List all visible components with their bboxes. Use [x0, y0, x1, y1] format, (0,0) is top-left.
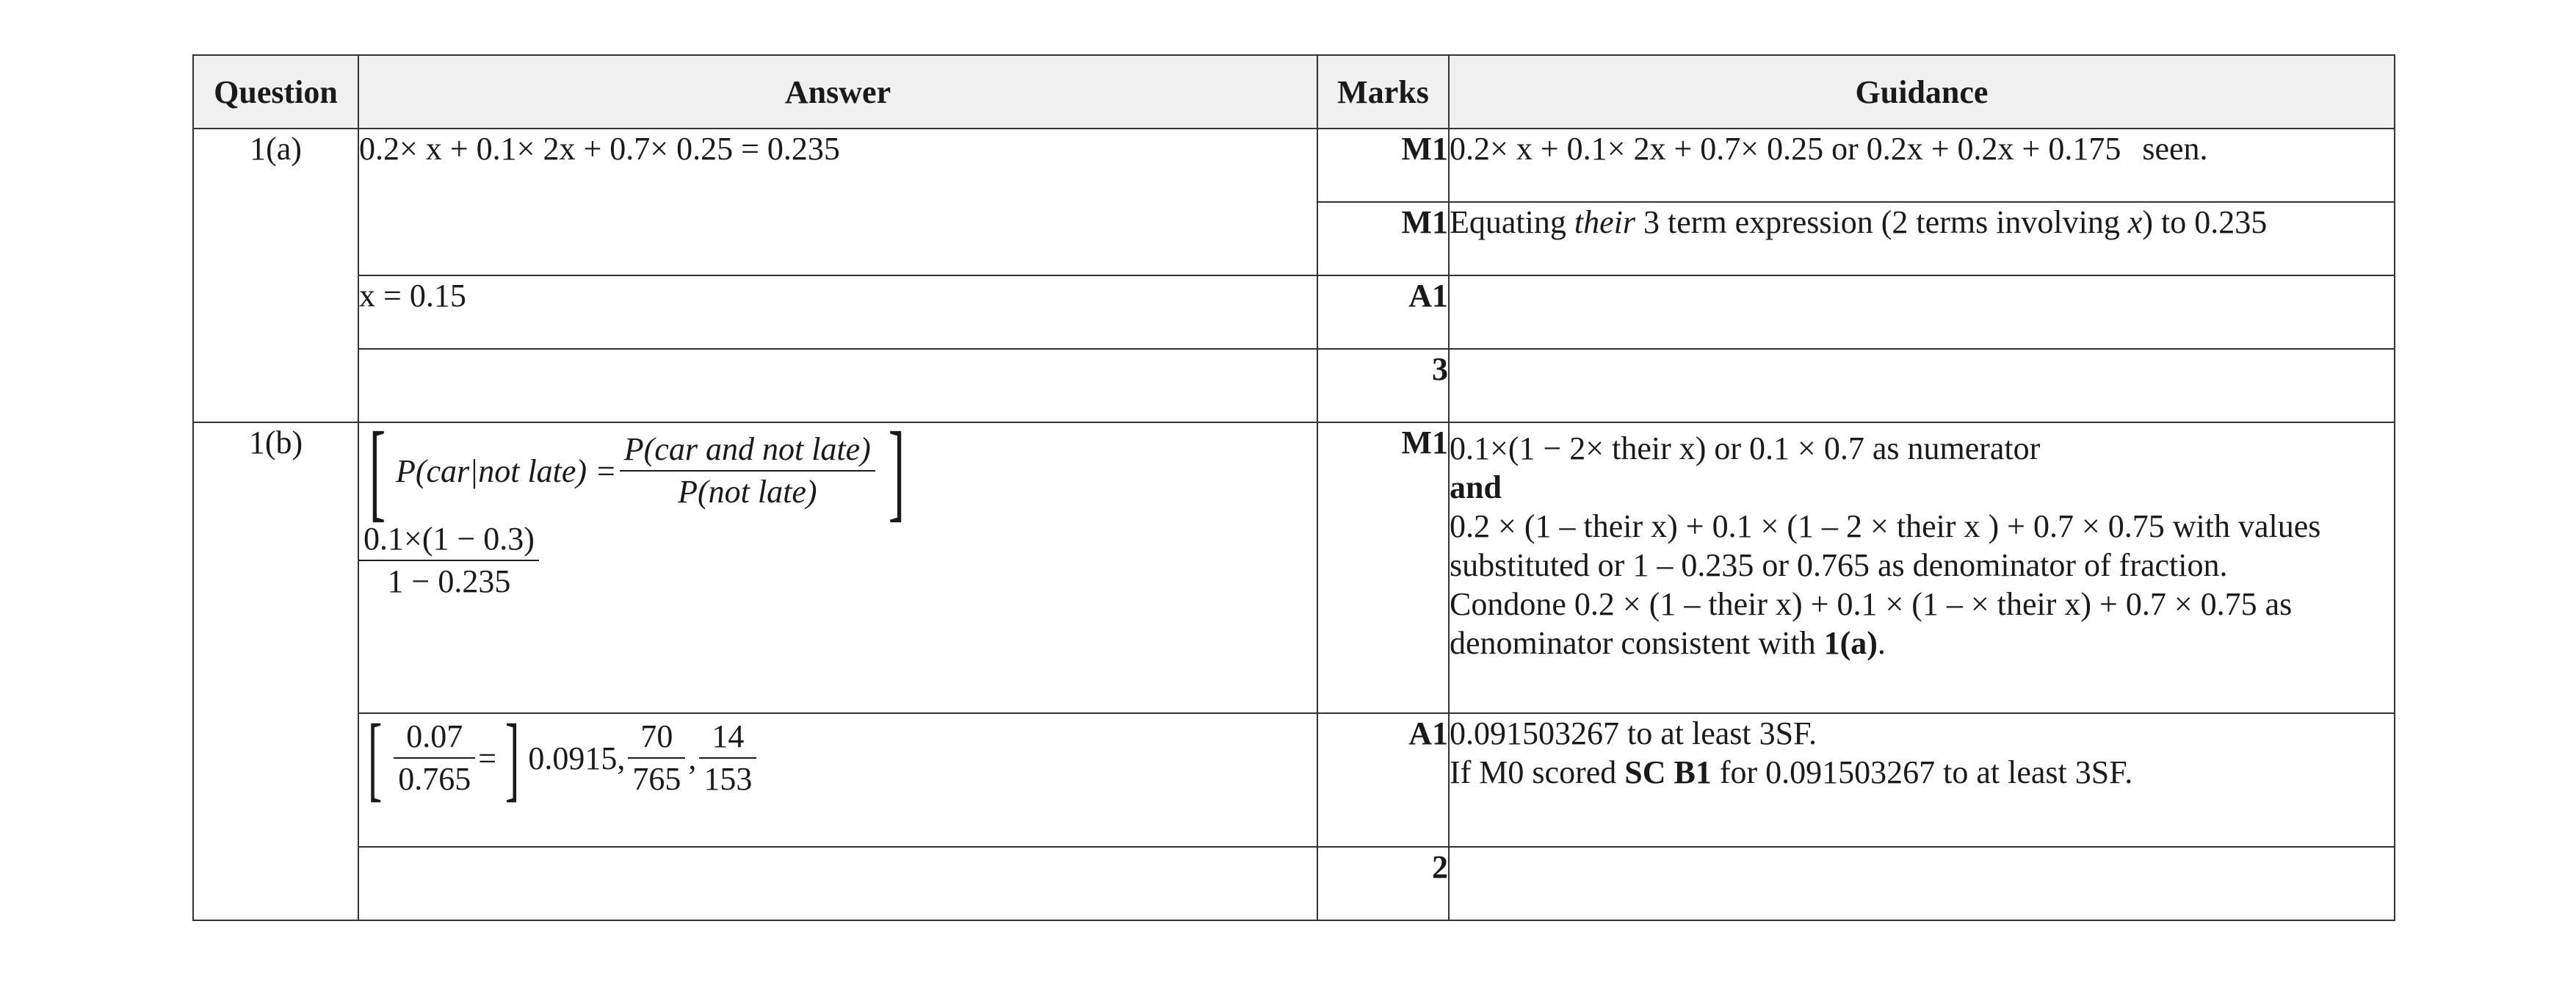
q1a-guidance-1 [1449, 129, 2395, 202]
q1b-frac2-num: 0.07 [394, 716, 475, 759]
q1b-answer-empty [358, 847, 1317, 920]
header-question: Question [193, 55, 358, 129]
q1b-answer-method [358, 410, 1317, 713]
mark-scheme-table [192, 54, 2395, 921]
q1a-answer-x [358, 275, 1317, 349]
q1b-g-line4: substituted or 1 – 0.235 or 0.765 as denominator of fraction. [1450, 547, 2228, 583]
q1b-g2-line2-b: SC B1 [1624, 754, 1712, 790]
q1b-guidance-empty [1449, 847, 2395, 920]
q1b-g-line6-c: . [1877, 625, 1886, 661]
q1b-row-total [193, 847, 2395, 920]
q1b-g-line6 [1450, 624, 2394, 663]
q1a-row-1 [193, 129, 2395, 202]
q1a-x-value: x = 0.15 [359, 278, 466, 314]
q1b-p-denominator: P(not late) [678, 474, 817, 510]
header-row [193, 55, 2395, 129]
q1a-equation: 0.2× x + 0.1× 2x + 0.7× 0.25 = 0.235 [359, 131, 840, 167]
q1b-frac4-num: 14 [699, 716, 756, 759]
q1b-p-numerator: P(car and not late) [620, 429, 875, 472]
q1b-frac3-den: 765 [632, 761, 681, 797]
q1b-decimal: 0.0915, [528, 740, 626, 776]
q1b-g-and-text: and [1450, 469, 1502, 505]
q1a-guidance-empty [1449, 349, 2395, 422]
question-label-1a: 1(a) [193, 129, 358, 422]
q1b-row-1 [193, 422, 2395, 713]
q1a-guidance2-b: 3 term expression (2 terms involving [1643, 204, 2120, 240]
q1b-g-line5: Condone 0.2 × (1 – their x) + 0.1 × (1 – × their x) + 0.7 × 0.75 as [1450, 586, 2293, 622]
q1a-guidance2-their: their [1574, 204, 1635, 240]
right-bracket: ] [888, 410, 905, 532]
q1a-total-marks: 3 [1317, 349, 1449, 422]
q1a-mark-2: M1 [1317, 202, 1449, 275]
q1a-answer-equation [358, 129, 1317, 275]
left-bracket: [ [369, 410, 386, 532]
q1b-frac3 [628, 716, 685, 800]
q1b-conditional-formula [359, 410, 1317, 532]
q1b-guidance-2 [1449, 713, 2395, 847]
q1a-row-3 [193, 275, 2395, 349]
q1a-guidance-2 [1449, 202, 2395, 275]
right-bracket-2: ] [505, 705, 520, 811]
q1a-answer-empty [358, 349, 1317, 422]
q1b-frac4-den: 153 [703, 761, 753, 797]
q1b-row-2 [193, 713, 2395, 847]
q1b-frac1-den: 1 − 0.235 [387, 563, 511, 599]
q1b-g2-line1: 0.091503267 to at least 3SF. [1450, 715, 1817, 751]
q1b-g-numerator: 0.1×(1 − 2× their x) [1450, 430, 1707, 466]
q1b-frac2 [394, 716, 475, 800]
q1b-g-line6-a: denominator consistent with [1450, 625, 1816, 661]
q1b-equals: = [478, 740, 497, 776]
q1a-guidance-seen: seen. [2142, 131, 2208, 167]
q1b-p-fraction [620, 429, 875, 513]
q1a-guidance2-x: x [2127, 204, 2143, 240]
q1a-guidance-or: or 0.2x + 0.2x + 0.175 [1831, 131, 2121, 167]
q1b-final-values [359, 705, 1317, 811]
q1a-mark-1: M1 [1317, 129, 1449, 202]
header-marks: Marks [1317, 55, 1449, 129]
q1b-frac3-num: 70 [628, 716, 685, 759]
q1b-guidance-1 [1449, 422, 2395, 713]
question-label-1b: 1(b) [193, 422, 358, 920]
q1b-g2-line2-a: If M0 scored [1450, 754, 1617, 790]
q1b-p-lhs: P(car|not late) = [395, 452, 617, 489]
q1b-substituted-fraction [359, 519, 1317, 602]
q1a-guidance2-c: ) to 0.235 [2142, 204, 2268, 240]
q1b-g-line1 [1450, 429, 2394, 468]
q1b-frac4 [699, 716, 756, 800]
q1b-total-marks: 2 [1317, 847, 1449, 920]
q1b-answer-final [358, 705, 1317, 847]
q1b-g-numerator-tail: or 0.1 × 0.7 as numerator [1714, 430, 2041, 466]
q1a-mark-3: A1 [1317, 275, 1449, 349]
q1b-g-line3: 0.2 × (1 – their x) + 0.1 × (1 – 2 × their x ) + 0.7 × 0.75 with values [1450, 508, 2321, 544]
q1a-guidance-3-empty [1449, 275, 2395, 349]
q1b-g-line6-b: 1(a) [1823, 625, 1878, 661]
header-answer: Answer [358, 55, 1317, 129]
left-bracket-2: [ [367, 705, 383, 811]
q1b-g2-line2-c: for 0.091503267 to at least 3SF. [1719, 754, 2133, 790]
q1a-guidance2-a: Equating [1450, 204, 1566, 240]
q1b-mark-1: M1 [1317, 422, 1449, 713]
q1a-row-total [193, 349, 2395, 422]
q1b-frac1 [359, 519, 539, 602]
q1b-mark-2: A1 [1317, 713, 1449, 847]
q1b-frac2-den: 0.765 [398, 761, 471, 797]
q1a-guidance-expr: 0.2× x + 0.1× 2x + 0.7× 0.25 [1450, 131, 1824, 167]
header-guidance: Guidance [1449, 55, 2395, 129]
q1b-comma: , [688, 740, 697, 776]
q1b-frac1-num: 0.1×(1 − 0.3) [359, 519, 539, 561]
q1b-g2-line2 [1450, 753, 2394, 792]
q1b-g-and [1450, 468, 2394, 507]
